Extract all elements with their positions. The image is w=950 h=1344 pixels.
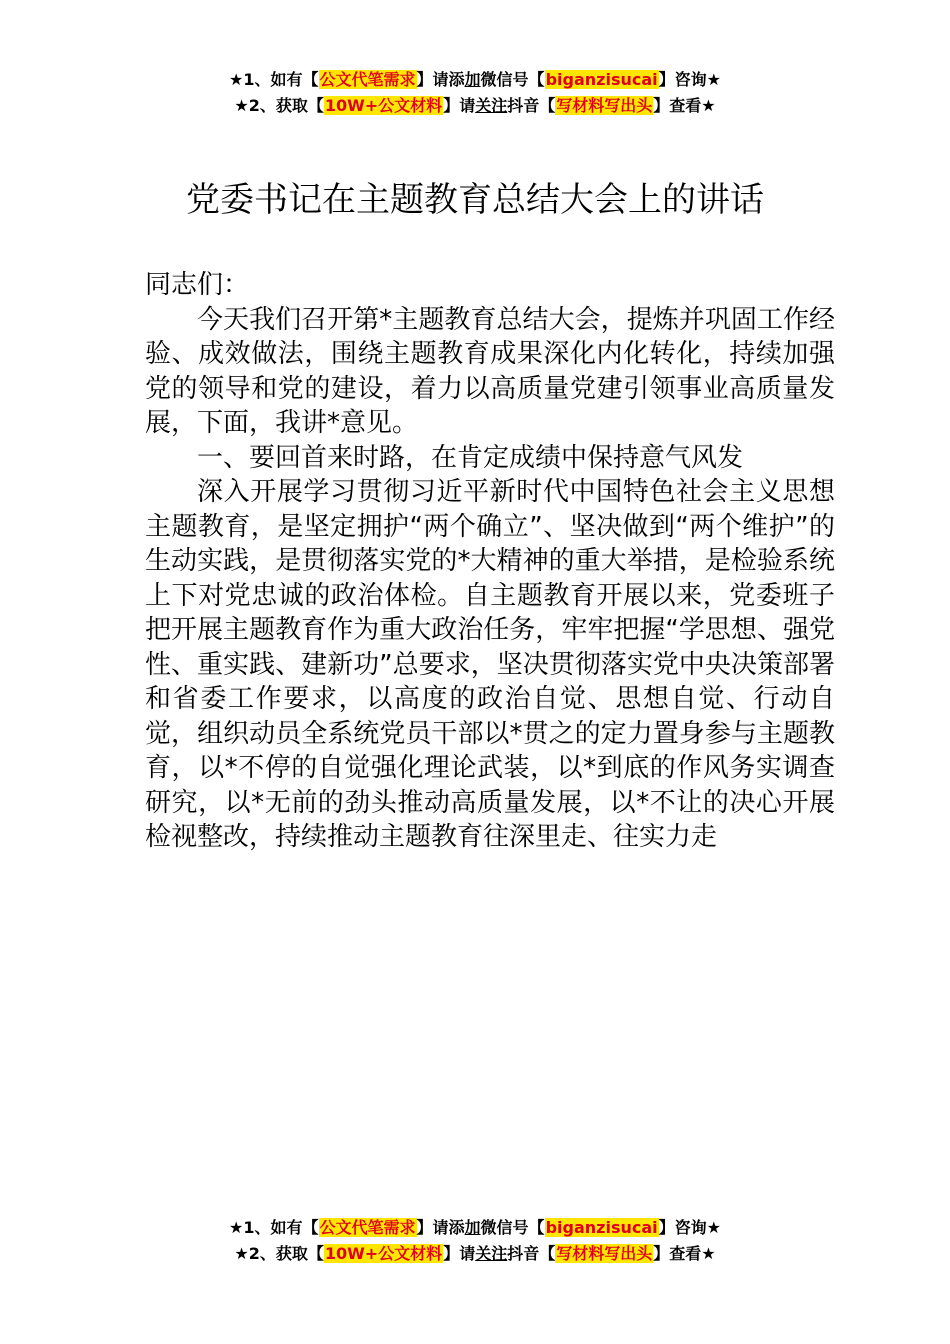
footer-banner xyxy=(0,1215,950,1267)
section-heading: 一、要回首来时路，在肯定成绩中保持意气风发 xyxy=(197,442,744,473)
banner-line-2: ★2、获取【10W+公文材料】请关注抖音【写材料写出头】查看★ xyxy=(234,96,716,115)
paragraph-intro: 今天我们召开第*主题教育总结大会，提炼并巩固工作经验、成效做法，围绕主题教育成果深化内化转化，持续加强党的领导和党的建设，着力以高质量党建引领事业高质量发展，下面，我讲*意见。 xyxy=(145,304,835,438)
banner-douyin-id: 写材料写出头 xyxy=(556,1244,653,1263)
banner-highlight: 10W+公文材料 xyxy=(324,1244,443,1263)
banner-douyin-id: 写材料写出头 xyxy=(556,96,653,115)
banner-wechat-id: biganzisucai xyxy=(545,1218,658,1237)
banner-line-1: ★1、如有【公文代笔需求】请添加微信号【biganzisucai】咨询★ xyxy=(229,1218,721,1237)
header-banner xyxy=(0,67,950,119)
banner-highlight: 公文代笔需求 xyxy=(319,1218,416,1237)
document-title: 党委书记在主题教育总结大会上的讲话 xyxy=(186,180,764,220)
banner-line-2: ★2、获取【10W+公文材料】请关注抖音【写材料写出头】查看★ xyxy=(234,1244,716,1263)
banner-wechat-id: biganzisucai xyxy=(545,70,658,89)
document-body xyxy=(145,268,835,855)
paragraph-body: 深入开展学习贯彻习近平新时代中国特色社会主义思想主题教育，是坚定拥护“两个确立”、坚决做到“两个维护”的生动实践，是贯彻落实党的*大精神的重大举措，是检验系统上下对党忠诚的政治体检。自主题教育开展以来，党委班子把开展主题教育作为重大政治任务，牢牢把握“学思想、强党性、重实践、建新功”总要求，坚决贯彻落实党中央决策部署和省委工作要求，以高度的政治自觉、思想自觉、行动自觉，组织动员全系统党员干部以*贯之的定力置身参与主题教育，以*不停的自觉强化理论武装，以*到底的作风务实调查研究，以*无前的劲头推动高质量发展，以*不让的决心开展检视整改，持续推动主题教育往深里走、往实力走 xyxy=(145,477,835,852)
banner-highlight: 公文代笔需求 xyxy=(319,70,416,89)
salutation: 同志们： xyxy=(145,270,250,300)
banner-highlight: 10W+公文材料 xyxy=(324,96,443,115)
banner-line-1: ★1、如有【公文代笔需求】请添加微信号【biganzisucai】咨询★ xyxy=(229,70,721,89)
